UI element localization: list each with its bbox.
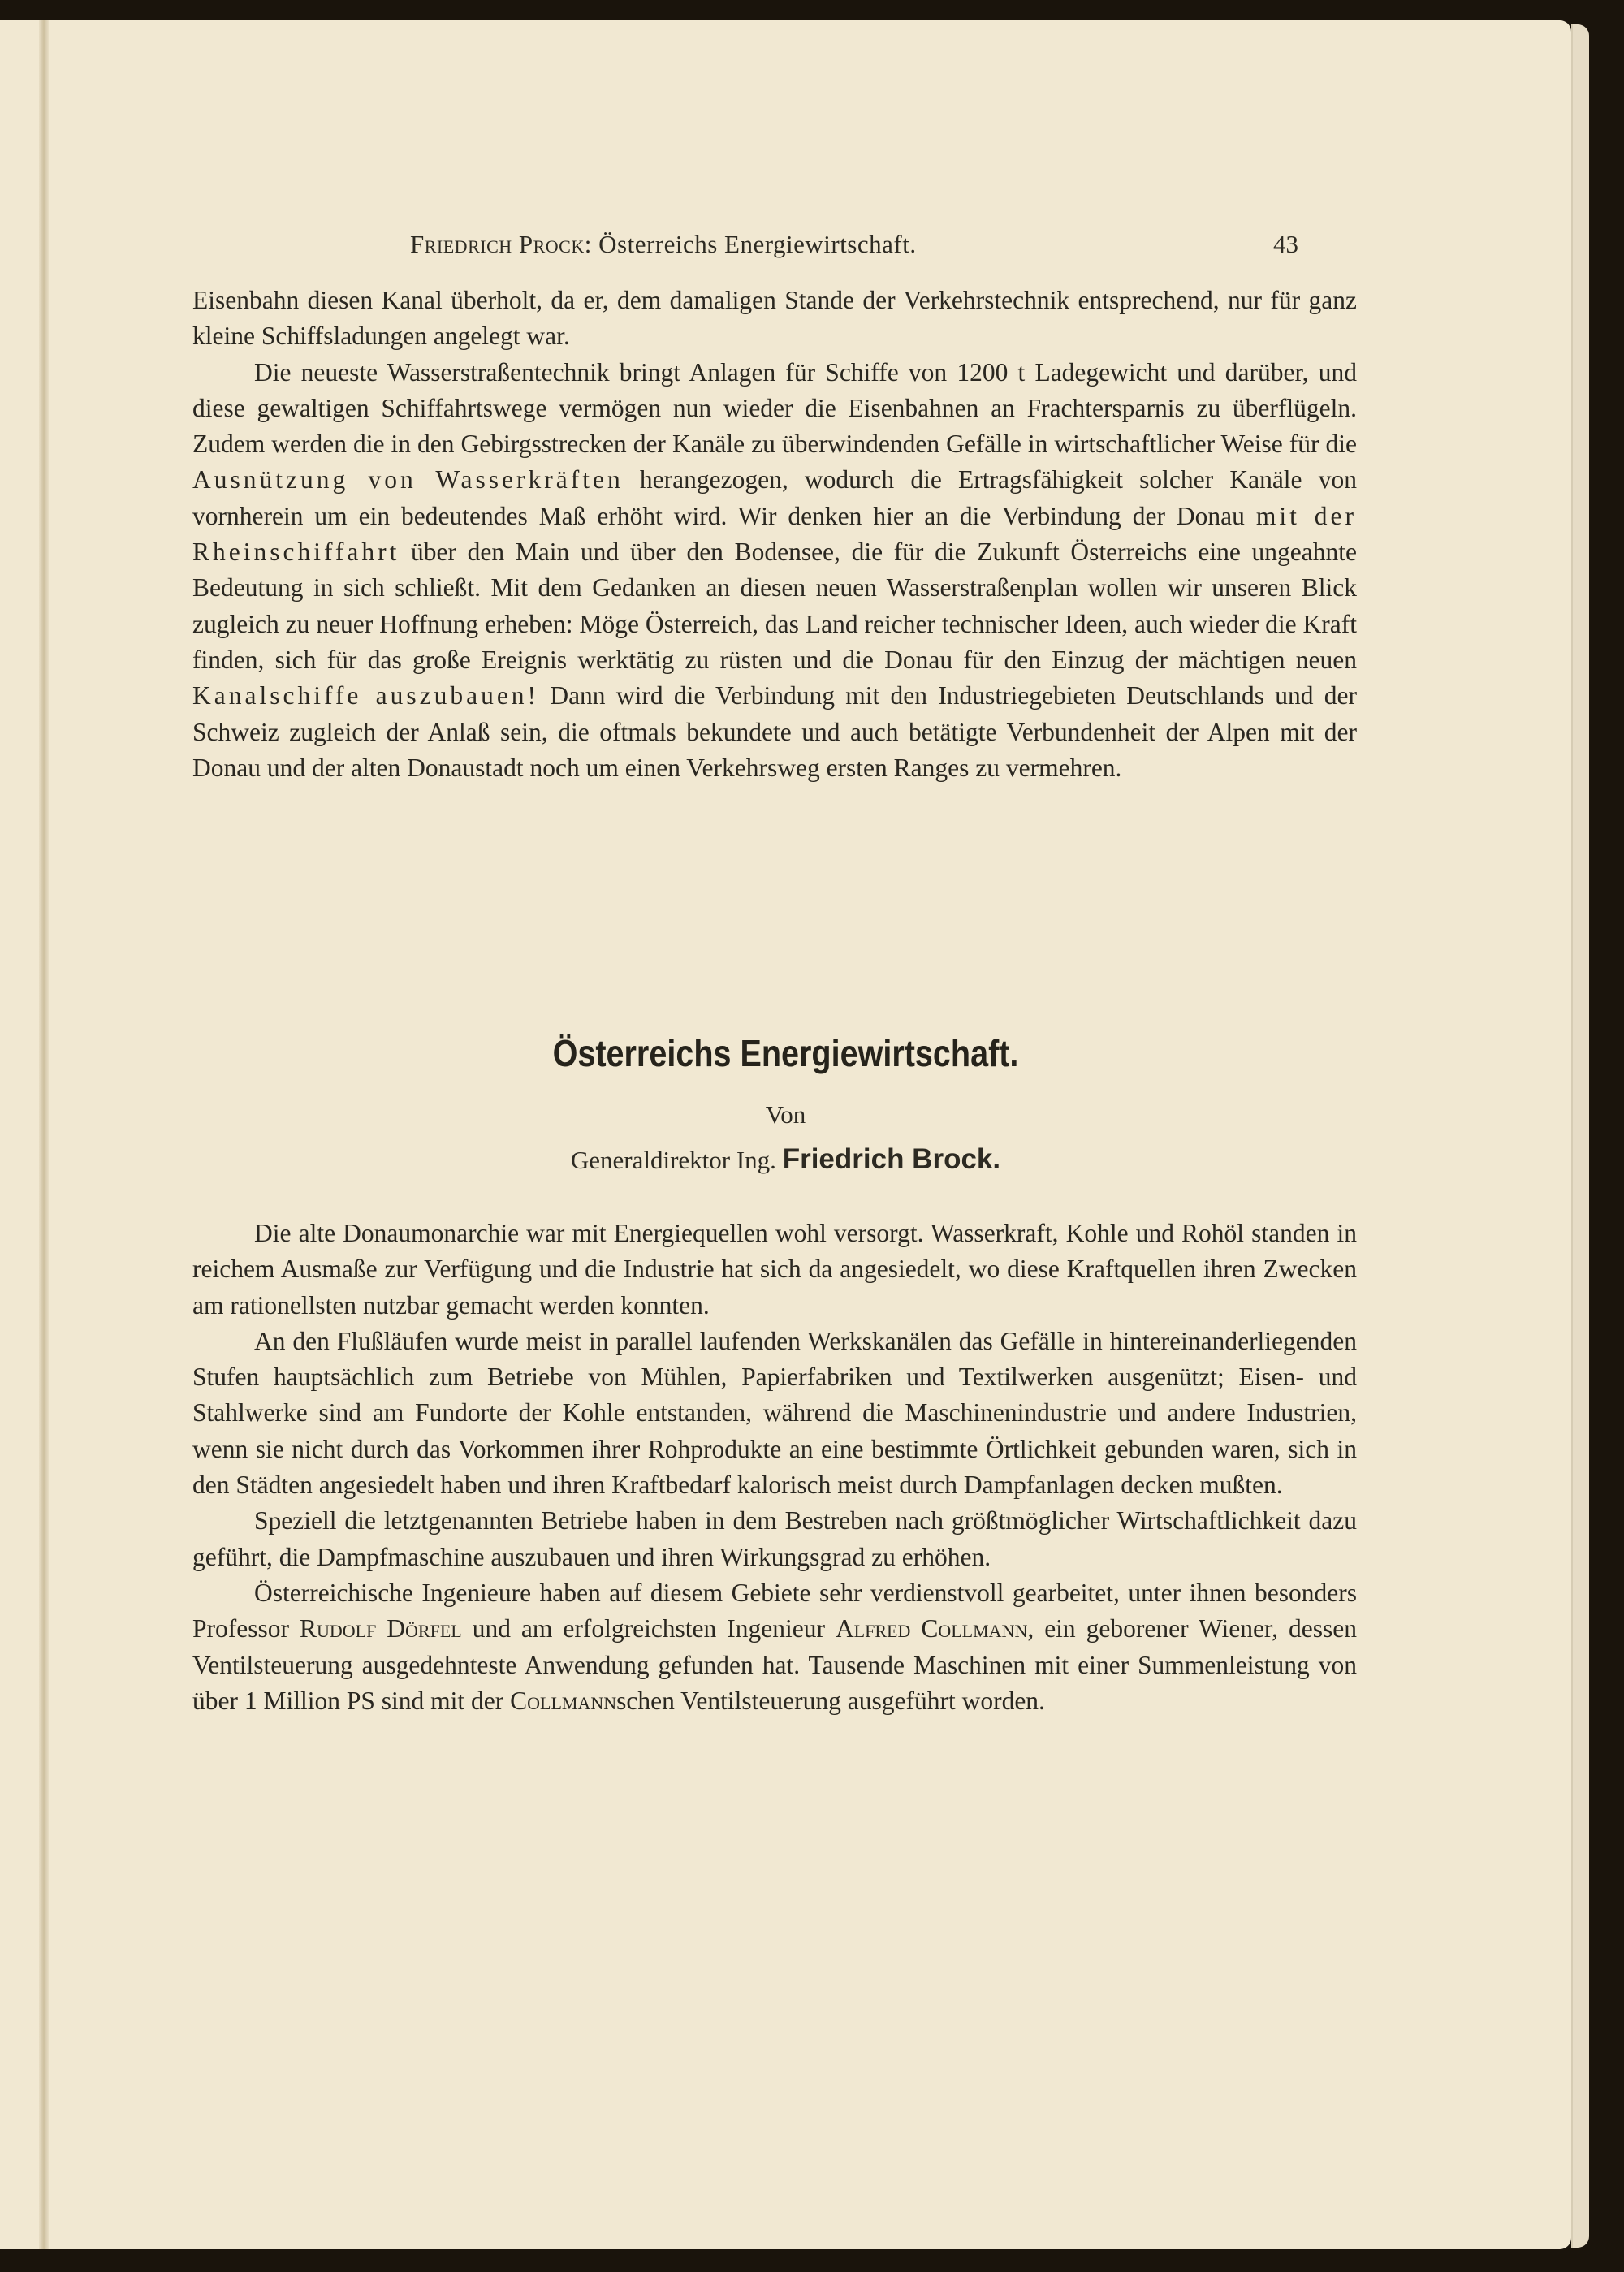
paragraph: Speziell die letztgenannten Betriebe haben in dem Bestreben nach größtmöglicher Wirtschaftlichkeit dazu geführt, die Dampfmaschine auszubauen und ihren Wirkungsgrad zu erhöhen. <box>192 1506 1357 1571</box>
author-title: Generaldirektor Ing. <box>570 1146 776 1174</box>
paragraph: Die alte Donaumonarchie war mit Energiequellen wohl versorgt. Wasserkraft, Kohle und Rohöl standen in reichem Ausmaße zur Verfügung und die Industrie hat sich da angesiedelt, wo diese Kraftquellen ihren Zwecken am rationellsten nutzbar gemacht werden konnten. <box>192 1219 1357 1320</box>
page-edge-stack <box>1571 24 1589 2248</box>
running-head-title <box>410 230 917 259</box>
article-author <box>0 1143 1571 1176</box>
text-run: herangezogen, wodurch die Ertragsfähigkeit solcher Kanäle von vornherein um ein bedeutendes Maß erhöht wird. Wir denken hier an die Verbindung der Donau <box>192 465 1357 530</box>
page-number: 43 <box>1273 230 1298 258</box>
emphasis-spaced: Ausnützung von Wasserkräften <box>192 465 624 495</box>
paragraph <box>192 355 1357 787</box>
text-run: schen Ventilsteuerung ausgeführt worden. <box>616 1686 1045 1715</box>
running-head-author: Friedrich Prock <box>410 230 585 258</box>
text-run: Die neueste Wasserstraßentechnik bringt Anlagen für Schiffe von 1200 t Ladegewicht und darüber, und diese gewaltigen Schiffahrtswege vermögen nun wieder die Eisenbahnen an Frachtersparnis zu überflügeln. Zudem werden die in den Gebirgsstrecken der Kanäle zu überwindenden Gefälle in wirtschaftlicher Weise für die <box>192 357 1357 459</box>
text-run: , ein geborener Wiener, dessen Ventilsteuerung ausgedehnteste Anwendung gefunden hat. Tausende Maschinen mit einer Summenleistung von über 1 Million PS sind mit der <box>192 1614 1357 1715</box>
person-name: Collmann <box>510 1686 617 1715</box>
text-run: Österreichische Ingenieure haben auf diesem Gebiete sehr verdienstvoll gearbeitet, unter ihnen besonders Professor <box>192 1578 1357 1644</box>
running-head-separator: : <box>584 230 599 258</box>
person-name: Alfred Collmann <box>835 1614 1028 1644</box>
article-title: Österreichs Energiewirtschaft. <box>552 1032 1019 1074</box>
article-byline-von: Von <box>765 1100 806 1129</box>
emphasis-spaced: mit der Rheinschiffahrt <box>192 501 1358 567</box>
running-head-text: Österreichs Energiewirtschaft. <box>598 230 917 258</box>
text-run: Dann wird die Verbindung mit den Industriegebieten Deutschlands und der Schweiz zugleich der Anlaß sein, die oftmals bekundete und auch betätigte Verbundenheit der Alpen mit der Donau und der alten Donaustadt noch um einen Verkehrsweg ersten Ranges zu vermehren. <box>192 681 1357 782</box>
person-name: Rudolf Dörfel <box>299 1614 462 1644</box>
text-run: und am erfolgreichsten Ingenieur <box>461 1614 836 1644</box>
article-body <box>192 1216 1357 1719</box>
paragraph <box>192 1575 1357 1719</box>
paragraph: An den Flußläufen wurde meist in parallel laufenden Werkskanälen das Gefälle in hintereinanderliegenden Stufen hauptsächlich zum Betriebe von Mühlen, Papierfabriken und Textilwerken ausgenützt; Eisen- und Stahlwerke sind am Fundorte der Kohle entstanden, während die Maschinenindustrie und andere Industrien, wenn sie nicht durch das Vorkommen ihrer Rohprodukte an eine bestimmte Örtlichkeit gebunden waren, sich in den Städten angesiedelt haben und ihren Kraftbedarf kalorisch meist durch Dampfanlagen decken mußten. <box>192 1326 1357 1500</box>
text-run: über den Main und über den Bodensee, die für die Zukunft Österreichs eine ungeahnte Bedeutung in sich schließt. Mit dem Gedanken an diesen neuen Wasserstraßenplan wollen wir unseren Blick zugleich zu neuer Hoffnung erheben: Möge Österreich, das Land reicher technischer Ideen, auch wieder die Kraft finden, sich für das große Ereignis werktätig zu rüsten und die Donau für den Einzug der mächtigen neuen <box>192 538 1357 674</box>
continued-text <box>192 283 1357 786</box>
author-name: Friedrich Brock. <box>782 1143 1001 1175</box>
emphasis-spaced: Kanalschiffe auszubauen! <box>192 681 540 711</box>
paragraph: Eisenbahn diesen Kanal überholt, da er, dem damaligen Stande der Verkehrstechnik entsprechend, nur für ganz kleine Schiffsladungen angelegt war. <box>192 286 1357 351</box>
running-head <box>0 230 1571 270</box>
binding-gutter <box>39 20 49 2249</box>
